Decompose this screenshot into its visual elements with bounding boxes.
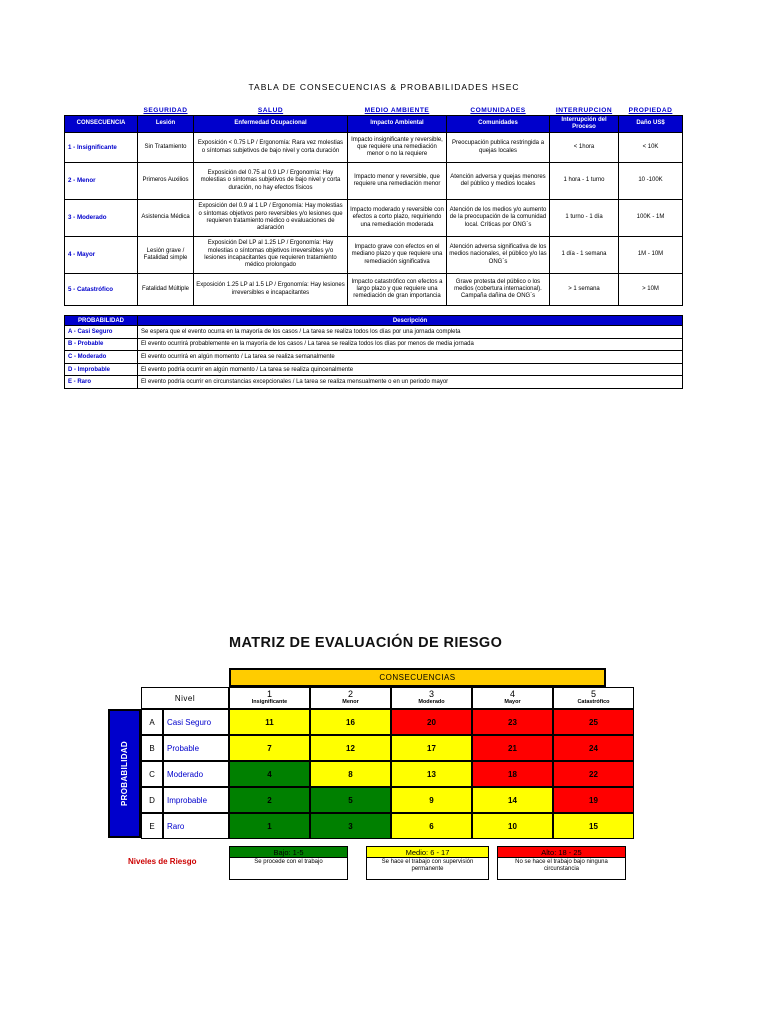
risk-cell: 1: [229, 813, 310, 839]
consequence-name: 4 - Mayor: [65, 237, 138, 274]
matrix-column-header: [472, 687, 553, 709]
probability-desc: Se espera que el evento ocurra en la mayoría de los casos / La tarea se realiza todos los días por una jornada completa: [138, 326, 683, 339]
table-row: [65, 200, 683, 237]
column-header: CONSECUENCIA: [65, 116, 138, 133]
ambiente-cell: Impacto grave con efectos en el mediano plazo y que requiere una remediación significativa: [348, 237, 447, 274]
column-header: Comunidades: [447, 116, 550, 133]
column-label: Catastrófico: [577, 699, 610, 705]
category-label: SEGURIDAD: [143, 106, 188, 114]
lesion-cell: Fatalidad Múltiple: [138, 274, 194, 306]
table-row: [65, 133, 683, 163]
interrupcion-cell: 1 hora - 1 turno: [550, 163, 619, 200]
ambiente-cell: Impacto menor y reversible, que requiere una remediación menor: [348, 163, 447, 200]
probability-desc: El evento podría ocurrir en circunstancias excepcionales / La tarea se realiza mensualmente o en un periodo mayor: [138, 376, 683, 389]
risk-cell: 9: [391, 787, 472, 813]
comunidades-cell: Grave protesta del público o los medios (cobertura internacional). Campaña dañina de ONG´s: [447, 274, 550, 306]
row-letter: C: [141, 761, 163, 787]
salud-cell: Exposición del 0.9 al 1 LP / Ergonomía: Hay molestias o síntomas objetivos pero reversibles y/o lesiones que requieren tratamiento médico o evaluaciones de aclaración: [194, 200, 348, 237]
column-header: Interrupción del Proceso: [550, 116, 619, 133]
comunidades-cell: Atención de los medios y/o aumento de la preocupación de la comunidad local. Críticas por ONG´s: [447, 200, 550, 237]
risk-cell: 13: [391, 761, 472, 787]
row-letter: E: [141, 813, 163, 839]
risk-cell: 17: [391, 735, 472, 761]
probability-name: D - Improbable: [65, 363, 138, 376]
consequence-name: 1 - Insignificante: [65, 133, 138, 163]
interrupcion-cell: > 1 semana: [550, 274, 619, 306]
table-row: [65, 237, 683, 274]
lesion-cell: Lesión grave / Fatalidad simple: [138, 237, 194, 274]
consequence-table: [64, 106, 683, 306]
table-row: [65, 363, 683, 376]
risk-cell: 5: [310, 787, 391, 813]
column-header: PROBABILIDAD: [65, 316, 138, 326]
row-letter: B: [141, 735, 163, 761]
risk-cell: 15: [553, 813, 634, 839]
row-name: Moderado: [163, 761, 229, 787]
probability-name: C - Moderado: [65, 351, 138, 364]
legend-title: Medio: 6 - 17: [367, 847, 488, 858]
nivel-header: Nivel: [141, 687, 229, 709]
table-header-row: [65, 116, 683, 133]
column-header: Impacto Ambiental: [348, 116, 447, 133]
column-number: 4: [509, 689, 515, 699]
probability-desc: El evento ocurrirá en algún momento / La tarea se realiza semanalmente: [138, 351, 683, 364]
risk-cell: 23: [472, 709, 553, 735]
column-label: Insignificante: [251, 699, 288, 705]
salud-cell: Exposición Del LP al 1.25 LP / Ergonomía: Hay molestias o síntomas objetivos irreversibles y/o lesiones incapacitantes que requieren tratamiento médico prolongado: [194, 237, 348, 274]
table-header-row: [65, 316, 683, 326]
risk-cell: 24: [553, 735, 634, 761]
column-number: 1: [266, 689, 272, 699]
row-name: Improbable: [163, 787, 229, 813]
table-row: [65, 351, 683, 364]
probability-desc: El evento ocurrirá probablemente en la mayoría de los casos / La tarea se realiza todos los días por menos de media jornada: [138, 338, 683, 351]
legend-item: [229, 846, 348, 880]
ambiente-cell: Impacto moderado y reversible con efectos a corto plazo, requiriendo una remediación moderada: [348, 200, 447, 237]
probability-name: E - Raro: [65, 376, 138, 389]
consequence-name: 3 - Moderado: [65, 200, 138, 237]
salud-cell: Exposición 1.25 LP al 1.5 LP / Ergonomía: Hay lesiones irreversibles e incapacitantes: [194, 274, 348, 306]
lesion-cell: Asistencia Médica: [138, 200, 194, 237]
lesion-cell: Primeros Auxilios: [138, 163, 194, 200]
probabilidad-label: PROBABILIDAD: [120, 741, 129, 806]
table-row: [65, 163, 683, 200]
legend-item: [497, 846, 626, 880]
column-label: Mayor: [504, 699, 521, 705]
matrix-column-header: [553, 687, 634, 709]
column-header: Daño US$: [619, 116, 683, 133]
table-row: [65, 274, 683, 306]
page-title: TABLA DE CONSECUENCIAS & PROBABILIDADES HSEC: [248, 82, 520, 92]
risk-cell: 12: [310, 735, 391, 761]
interrupcion-cell: 1 día - 1 semana: [550, 237, 619, 274]
row-name: Raro: [163, 813, 229, 839]
column-number: 3: [428, 689, 434, 699]
interrupcion-cell: 1 turno - 1 día: [550, 200, 619, 237]
column-header: Descripción: [138, 316, 683, 326]
propiedad-cell: 100K - 1M: [619, 200, 683, 237]
interrupcion-cell: < 1hora: [550, 133, 619, 163]
comunidades-cell: Atención adversa y quejas menores del público y medios locales: [447, 163, 550, 200]
risk-cell: 18: [472, 761, 553, 787]
risk-cell: 14: [472, 787, 553, 813]
category-label: PROPIEDAD: [628, 106, 673, 114]
column-header: Enfermedad Ocupacional: [194, 116, 348, 133]
ambiente-cell: Impacto catastrófico con efectos a largo plazo y que requiere una remediación de gran importancia: [348, 274, 447, 306]
column-number: 5: [590, 689, 596, 699]
risk-cell: 7: [229, 735, 310, 761]
probability-table: [64, 315, 683, 389]
table-row: [65, 376, 683, 389]
probability-name: B - Probable: [65, 338, 138, 351]
risk-cell: 25: [553, 709, 634, 735]
legend-desc: Se procede con el trabajo: [230, 858, 347, 866]
category-spacer: [65, 106, 138, 116]
risk-cell: 19: [553, 787, 634, 813]
risk-cell: 10: [472, 813, 553, 839]
matrix-title: MATRIZ DE EVALUACIÓN DE RIESGO: [229, 635, 503, 651]
risk-cell: 2: [229, 787, 310, 813]
probability-name: A - Casi Seguro: [65, 326, 138, 339]
propiedad-cell: 10 -100K: [619, 163, 683, 200]
risk-cell: 16: [310, 709, 391, 735]
legend-desc: No se hace el trabajo bajo ninguna circunstancia: [498, 858, 625, 872]
risk-cell: 11: [229, 709, 310, 735]
category-label: COMUNIDADES: [470, 106, 526, 114]
risk-cell: 8: [310, 761, 391, 787]
risk-cell: 3: [310, 813, 391, 839]
salud-cell: Exposición < 0.75 LP / Ergonomía: Rara vez molestias o síntomas subjetivos de bajo nivel y corta duración: [194, 133, 348, 163]
table-row: [65, 326, 683, 339]
category-label: MEDIO AMBIENTE: [364, 106, 430, 114]
legend-title: Alto: 18 - 25: [498, 847, 625, 858]
column-number: 2: [347, 689, 353, 699]
ambiente-cell: Impacto insignificante y reversible, que requiere una remediación menor o no la requiere: [348, 133, 447, 163]
risk-cell: 4: [229, 761, 310, 787]
comunidades-cell: Atención adversa significativa de los medios nacionales, el público y/o las ONG´s: [447, 237, 550, 274]
propiedad-cell: 1M - 10M: [619, 237, 683, 274]
legend-title: Bajo: 1-5: [230, 847, 347, 858]
row-name: Casi Seguro: [163, 709, 229, 735]
legend-label: Niveles de Riesgo: [128, 857, 197, 866]
table-row: [65, 338, 683, 351]
legend-desc: Se hace el trabajo con supervisión permanente: [367, 858, 488, 872]
column-header: Lesión: [138, 116, 194, 133]
matrix-column-header: [391, 687, 472, 709]
column-label: Moderado: [418, 699, 445, 705]
risk-cell: 22: [553, 761, 634, 787]
row-letter: D: [141, 787, 163, 813]
risk-cell: 20: [391, 709, 472, 735]
risk-cell: 21: [472, 735, 553, 761]
row-letter: A: [141, 709, 163, 735]
consequence-name: 5 - Catastrófico: [65, 274, 138, 306]
risk-cell: 6: [391, 813, 472, 839]
category-label: INTERRUPCION: [555, 106, 613, 114]
category-row: [65, 106, 683, 116]
propiedad-cell: < 10K: [619, 133, 683, 163]
column-label: Menor: [342, 699, 359, 705]
probabilidad-side-label: [108, 709, 141, 838]
matrix-column-header: [310, 687, 391, 709]
probability-desc: El evento podría ocurrir en algún momento / La tarea se realiza quincenalmente: [138, 363, 683, 376]
category-label: SALUD: [257, 106, 284, 114]
propiedad-cell: > 10M: [619, 274, 683, 306]
consequence-name: 2 - Menor: [65, 163, 138, 200]
comunidades-cell: Preocupación publica restringida a quejas locales: [447, 133, 550, 163]
row-name: Probable: [163, 735, 229, 761]
legend-item: [366, 846, 489, 880]
lesion-cell: Sin Tratamiento: [138, 133, 194, 163]
consecuencias-header: CONSECUENCIAS: [229, 668, 606, 687]
salud-cell: Exposición del 0.75 al 0.9 LP / Ergonomía: Hay molestias o síntomas subjetivos de bajo nivel y corta duración, no hay efectos físicos: [194, 163, 348, 200]
matrix-column-header: [229, 687, 310, 709]
